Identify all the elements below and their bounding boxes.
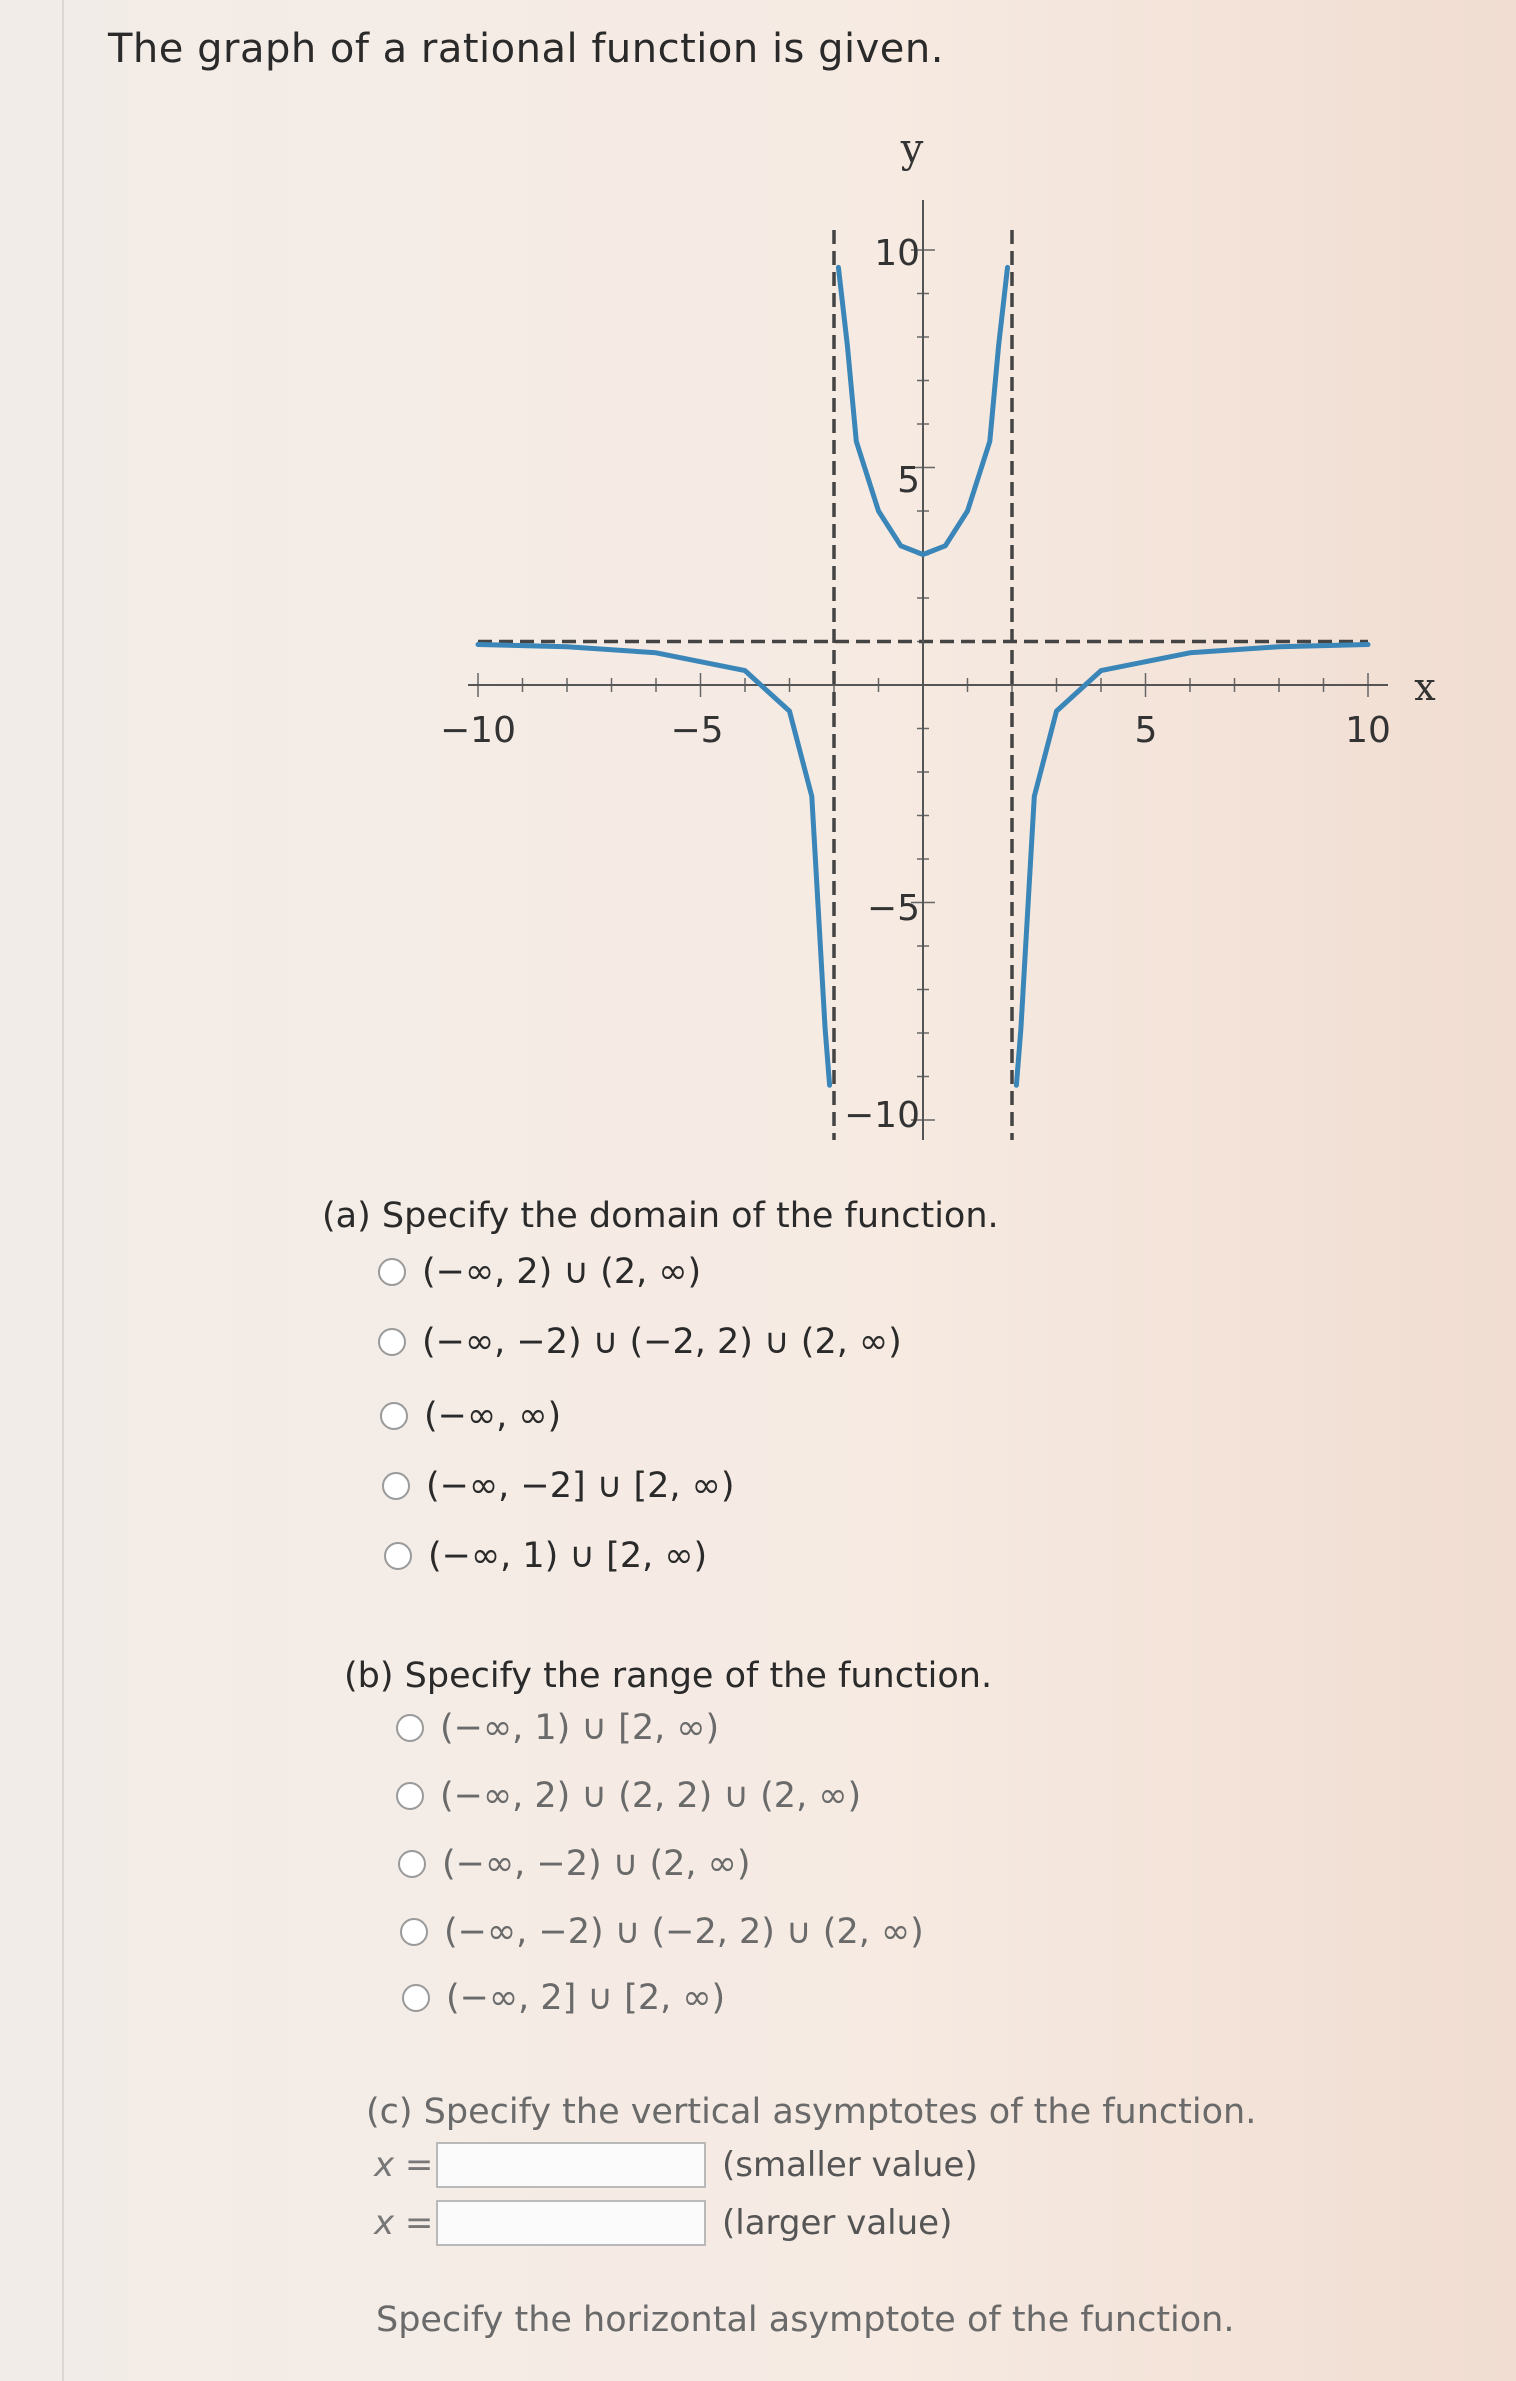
x-equals-label: x = bbox=[374, 2203, 434, 2243]
option-label: (−∞, 2) ∪ (2, 2) ∪ (2, ∞) bbox=[440, 1776, 862, 1816]
radio-button[interactable] bbox=[378, 1258, 406, 1286]
axis-labels bbox=[440, 126, 1436, 1136]
domain-option-2[interactable] bbox=[378, 1322, 902, 1362]
radio-button[interactable] bbox=[398, 1850, 426, 1878]
y-tick-label-neg5: −5 bbox=[866, 888, 920, 929]
radio-button[interactable] bbox=[396, 1782, 424, 1810]
graph-axes bbox=[468, 200, 1388, 1140]
rational-function-graph bbox=[420, 120, 1460, 1180]
x-tick-label-neg5: −5 bbox=[670, 710, 724, 751]
radio-button[interactable] bbox=[384, 1542, 412, 1570]
larger-value-label: (larger value) bbox=[722, 2203, 953, 2243]
option-label: (−∞, −2) ∪ (−2, 2) ∪ (2, ∞) bbox=[422, 1322, 902, 1362]
option-label: (−∞, −2] ∪ [2, ∞) bbox=[426, 1466, 735, 1506]
option-label: (−∞, −2) ∪ (−2, 2) ∪ (2, ∞) bbox=[444, 1912, 924, 1952]
smaller-asymptote-input[interactable] bbox=[436, 2142, 706, 2188]
y-tick-label-5: 5 bbox=[897, 460, 920, 501]
range-option-2[interactable] bbox=[396, 1776, 861, 1816]
radio-button[interactable] bbox=[402, 1984, 430, 2012]
y-tick-label-10: 10 bbox=[874, 233, 920, 274]
radio-button[interactable] bbox=[380, 1402, 408, 1430]
domain-option-5[interactable] bbox=[384, 1536, 707, 1576]
x-axis-label: x bbox=[1414, 665, 1436, 709]
option-label: (−∞, 1) ∪ [2, ∞) bbox=[428, 1536, 708, 1576]
range-option-3[interactable] bbox=[398, 1844, 751, 1884]
horizontal-asymptote-question: Specify the horizontal asymptote of the function. bbox=[376, 2300, 1235, 2340]
y-axis-label: y bbox=[900, 126, 924, 172]
left-divider bbox=[62, 0, 64, 2381]
range-option-1[interactable] bbox=[396, 1708, 719, 1748]
domain-option-4[interactable] bbox=[382, 1466, 735, 1506]
x-tick-label-neg10: −10 bbox=[440, 710, 516, 751]
range-option-4[interactable] bbox=[400, 1912, 924, 1952]
smaller-value-label: (smaller value) bbox=[722, 2145, 978, 2185]
x-tick-label-10: 10 bbox=[1345, 710, 1391, 751]
part-c-question: (c) Specify the vertical asymptotes of the function. bbox=[366, 2092, 1257, 2132]
option-label: (−∞, ∞) bbox=[424, 1396, 562, 1436]
larger-asymptote-input[interactable] bbox=[436, 2200, 706, 2246]
larger-asymptote-row bbox=[374, 2200, 952, 2246]
radio-button[interactable] bbox=[400, 1918, 428, 1946]
option-label: (−∞, 1) ∪ [2, ∞) bbox=[440, 1708, 720, 1748]
x-equals-label: x = bbox=[374, 2145, 434, 2185]
curve-branch-3 bbox=[1016, 645, 1368, 1086]
part-a-question: (a) Specify the domain of the function. bbox=[322, 1196, 999, 1236]
smaller-asymptote-row bbox=[374, 2142, 978, 2188]
x-tick-label-5: 5 bbox=[1134, 710, 1158, 751]
y-tick-label-neg10: −10 bbox=[844, 1095, 920, 1136]
range-option-5[interactable] bbox=[402, 1978, 725, 2018]
option-label: (−∞, −2) ∪ (2, ∞) bbox=[442, 1844, 751, 1884]
radio-button[interactable] bbox=[382, 1472, 410, 1500]
curve-branch-1 bbox=[478, 645, 830, 1086]
part-b-question: (b) Specify the range of the function. bbox=[344, 1656, 993, 1696]
domain-option-3[interactable] bbox=[380, 1396, 561, 1436]
problem-prompt: The graph of a rational function is given. bbox=[108, 26, 944, 72]
radio-button[interactable] bbox=[396, 1714, 424, 1742]
option-label: (−∞, 2) ∪ (2, ∞) bbox=[422, 1252, 702, 1292]
domain-option-1[interactable] bbox=[378, 1252, 701, 1292]
option-label: (−∞, 2] ∪ [2, ∞) bbox=[446, 1978, 726, 2018]
radio-button[interactable] bbox=[378, 1328, 406, 1356]
